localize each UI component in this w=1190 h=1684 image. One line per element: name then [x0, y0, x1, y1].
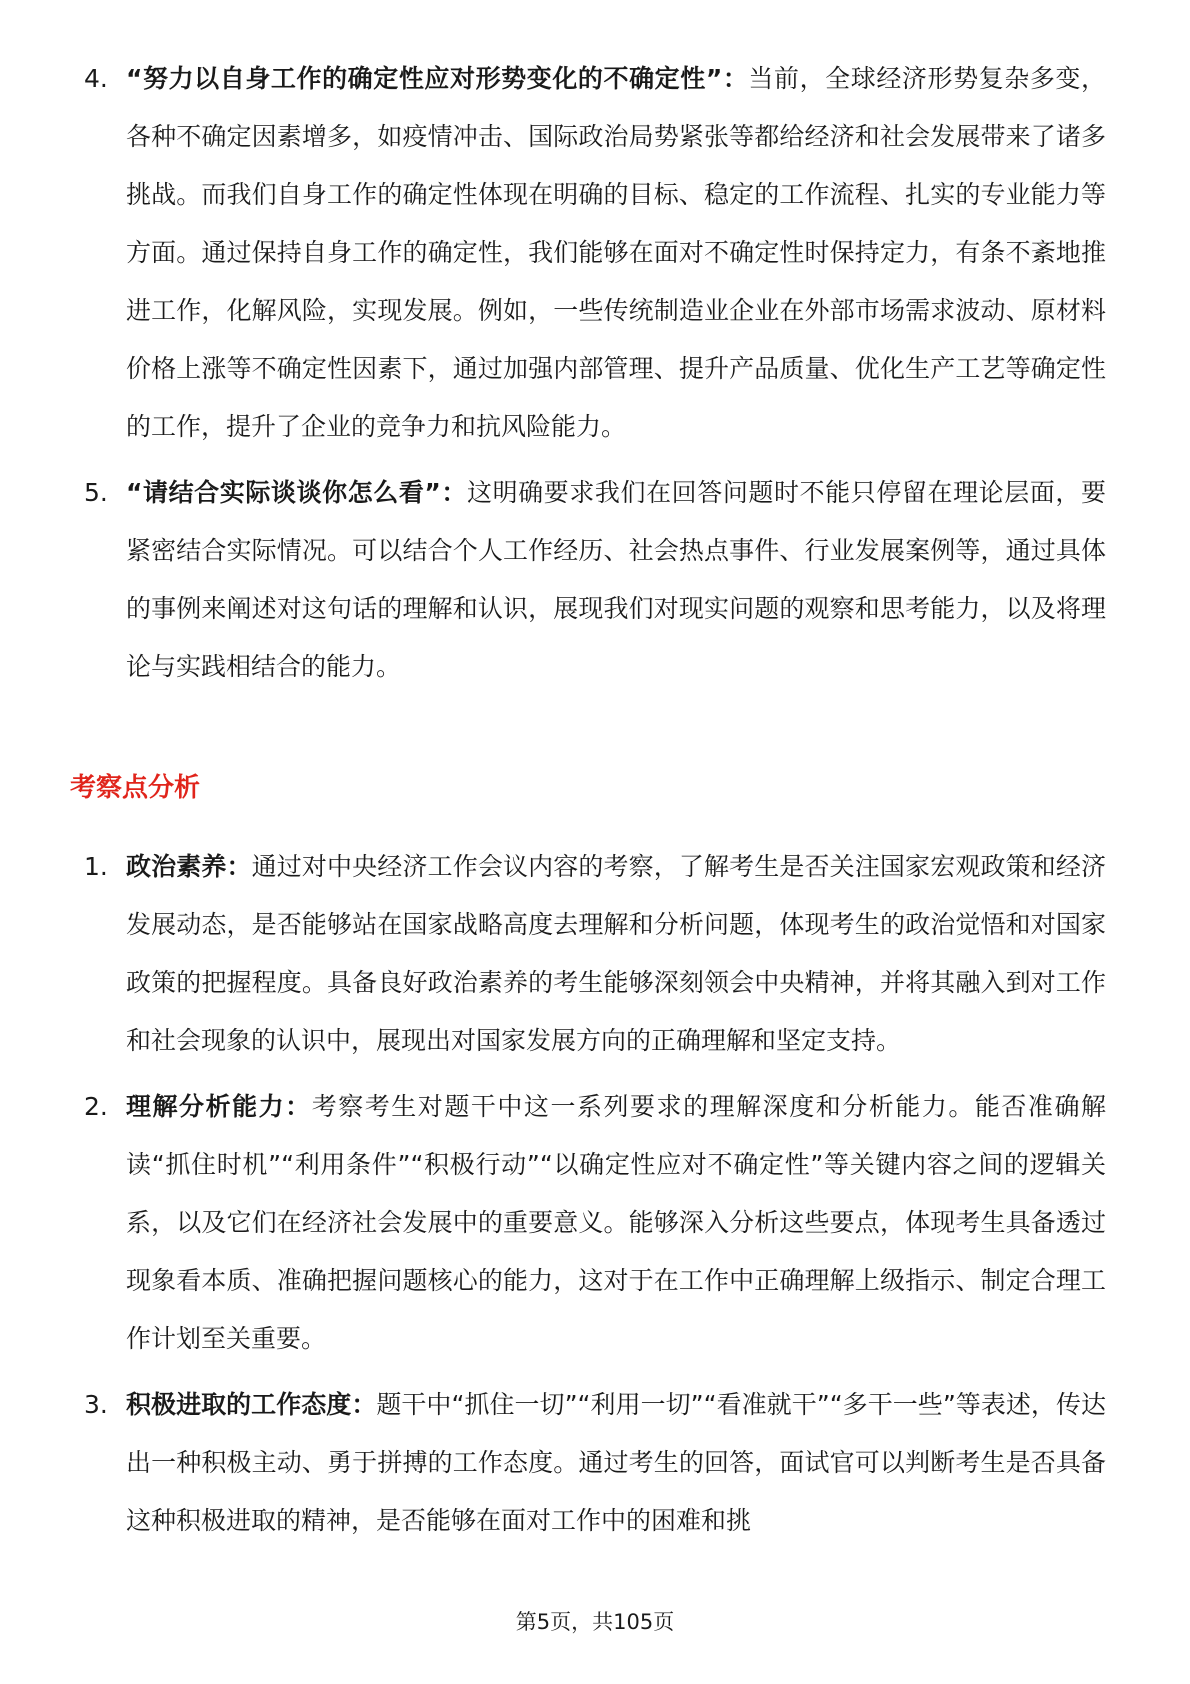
- list-item-number: 2.: [84, 1092, 108, 1121]
- list-continued: [0, 50, 1190, 704]
- list-item-heading: “努力以自身工作的确定性应对形势变化的不确定性”：: [126, 64, 749, 93]
- list-item: [0, 1376, 1190, 1550]
- list-item: [0, 838, 1190, 1070]
- list-item-heading: 积极进取的工作态度：: [126, 1390, 377, 1419]
- analysis-list: [0, 838, 1190, 1558]
- list-item: [0, 464, 1190, 696]
- list-item-number: 4.: [84, 64, 108, 93]
- list-item: [0, 50, 1190, 456]
- list-item-body: 当前，全球经济形势复杂多变，各种不确定因素增多，如疫情冲击、国际政治局势紧张等都给经济和社会发展带来了诸多挑战。而我们自身工作的确定性体现在明确的目标、稳定的工作流程、扎实的专业能力等方面。通过保持自身工作的确定性，我们能够在面对不确定性时保持定力，有条不紊地推进工作，化解风险，实现发展。例如，一些传统制造业企业在外部市场需求波动、原材料价格上涨等不确定性因素下，通过加强内部管理、提升产品质量、优化生产工艺等确定性的工作，提升了企业的竞争力和抗风险能力。: [126, 64, 1106, 441]
- list-item: [0, 1078, 1190, 1368]
- list-item-body: 考察考生对题干中这一系列要求的理解深度和分析能力。能否准确解读“抓住时机”“利用条件”“积极行动”“以确定性应对不确定性”等关键内容之间的逻辑关系，以及它们在经济社会发展中的重要意义。能够深入分析这些要点，体现考生具备透过现象看本质、准确把握问题核心的能力，这对于在工作中正确理解上级指示、制定合理工作计划至关重要。: [126, 1092, 1106, 1353]
- section-title: 考察点分析: [70, 773, 201, 803]
- list-item-heading: 理解分析能力：: [126, 1092, 312, 1121]
- list-item-number: 1.: [84, 852, 108, 881]
- list-item-number: 3.: [84, 1390, 108, 1419]
- list-item-body: 题干中“抓住一切”“利用一切”“看准就干”“多干一些”等表述，传达出一种积极主动、勇于拼搏的工作态度。通过考生的回答，面试官可以判断考生是否具备这种积极进取的精神，是否能够在面对工作中的困难和挑: [126, 1390, 1106, 1535]
- list-item-body: 这明确要求我们在回答问题时不能只停留在理论层面，要紧密结合实际情况。可以结合个人工作经历、社会热点事件、行业发展案例等，通过具体的事例来阐述对这句话的理解和认识，展现我们对现实问题的观察和思考能力，以及将理论与实践相结合的能力。: [126, 478, 1106, 681]
- list-item-number: 5.: [84, 478, 108, 507]
- list-item-heading: 政治素养：: [126, 852, 252, 881]
- list-item-heading: “请结合实际谈谈你怎么看”：: [126, 478, 468, 507]
- list-item-body: 通过对中央经济工作会议内容的考察，了解考生是否关注国家宏观政策和经济发展动态，是否能够站在国家战略高度去理解和分析问题，体现考生的政治觉悟和对国家政策的把握程度。具备良好政治素养的考生能够深刻领会中央精神，并将其融入到对工作和社会现象的认识中，展现出对国家发展方向的正确理解和坚定支持。: [126, 852, 1106, 1055]
- page-footer: 第5页，共105页: [515, 1610, 675, 1634]
